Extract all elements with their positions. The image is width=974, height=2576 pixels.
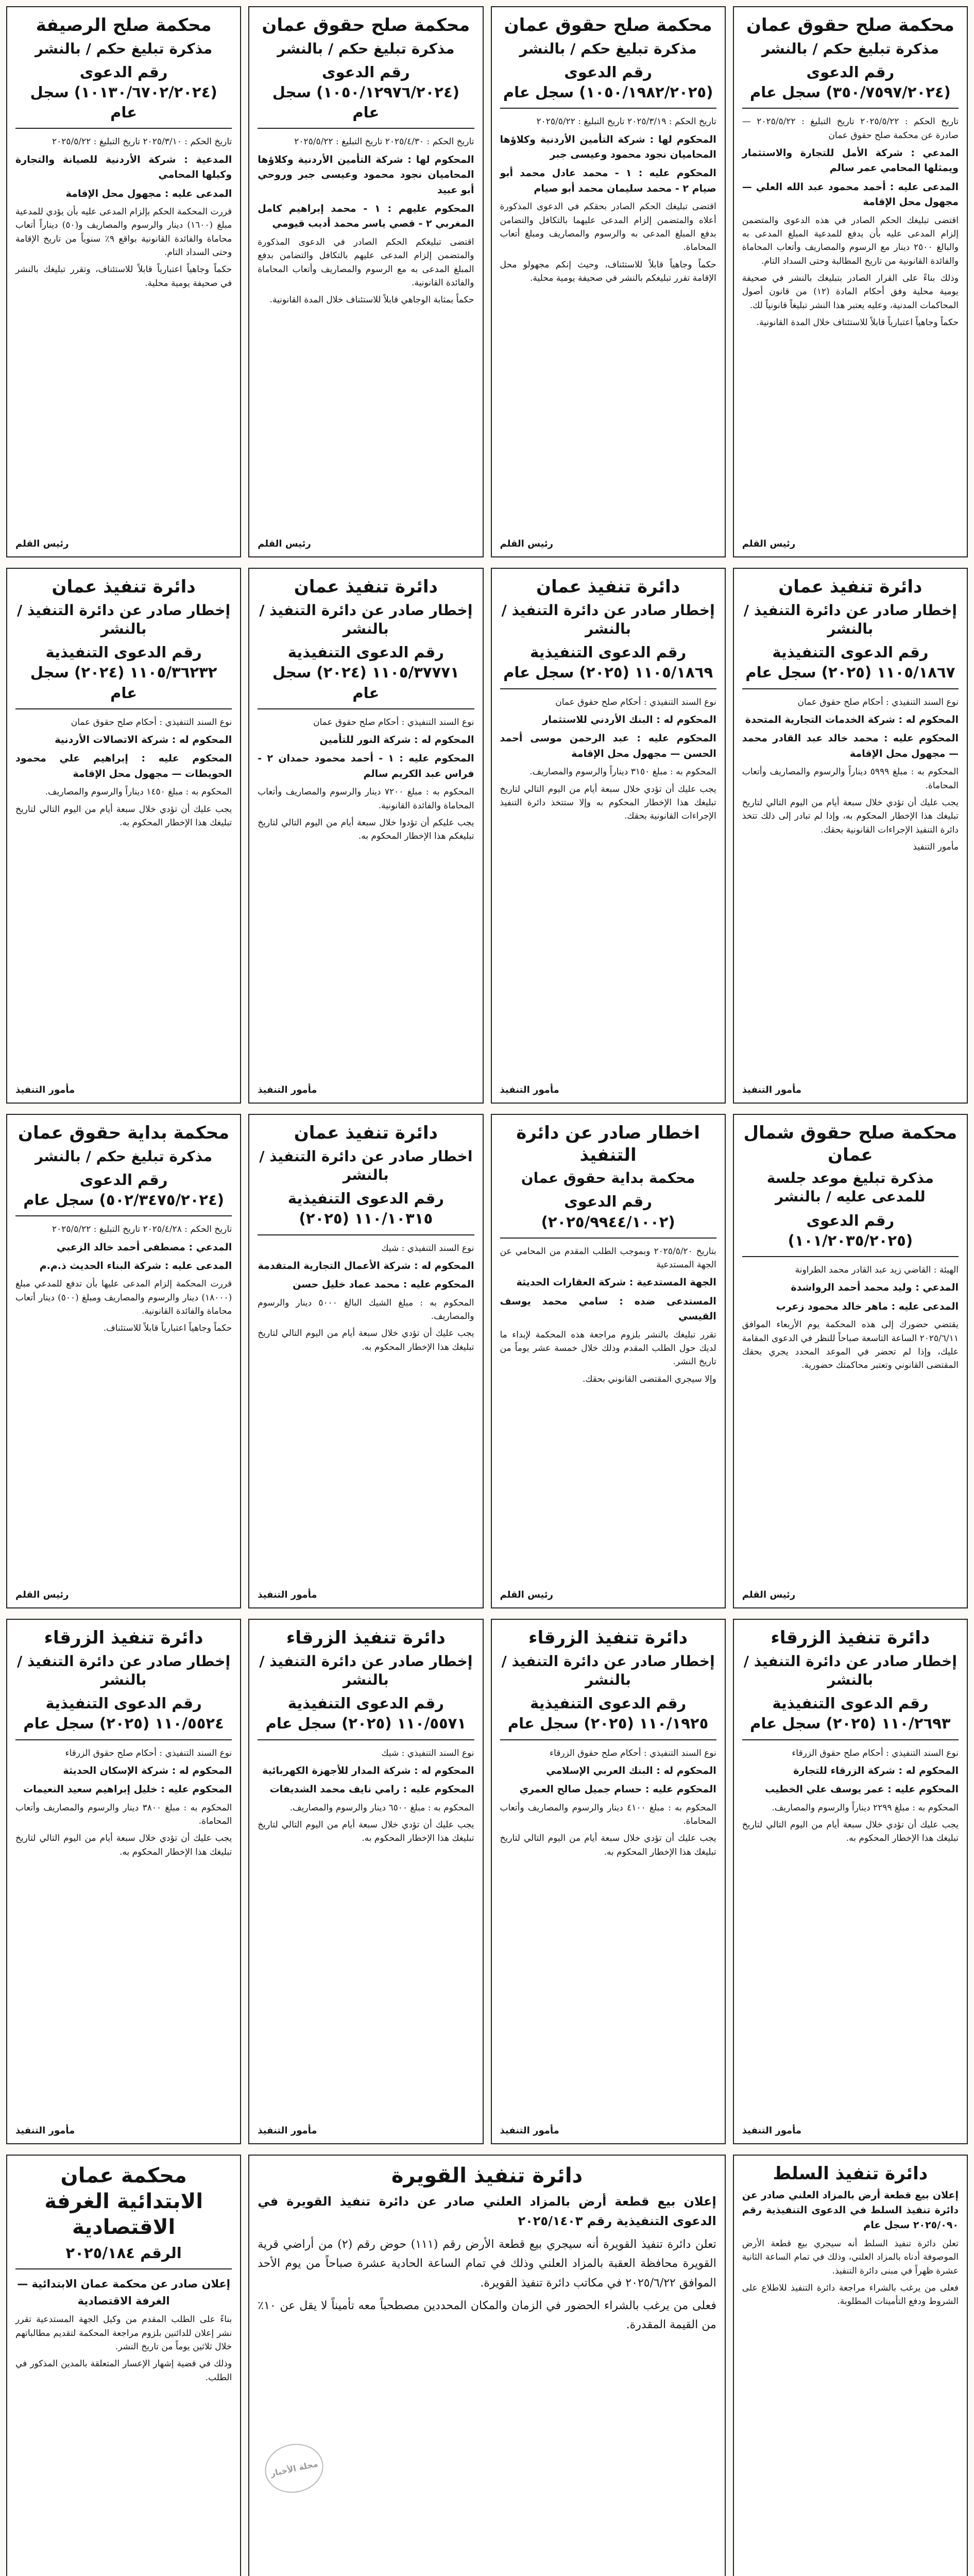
notice-paragraph: المدعية : شركة الأردنية للصيانة والتجارة وكيلها المحامي [15, 154, 232, 181]
notice-row4-2 [248, 1619, 483, 2144]
notice-subtitle: اخطار صادر عن دائرة التنفيذ / بالنشر [259, 1147, 473, 1183]
notice-paragraph: حكماً وجاهياً قابلاً للاستئناف، وحيث إنكم مجهولو محل الإقامة تقرر تبليغكم بالنشر في صحيفة يومية محلية. [500, 259, 716, 283]
notice-title: دائرة تنفيذ عمان [294, 577, 438, 597]
notice-subtitle: إخطار صادر عن دائرة التنفيذ / بالنشر [259, 601, 473, 637]
notice-subtitle: مذكرة تبليغ موعد جلسة للمدعى عليه / بالنشر [766, 1170, 934, 1206]
notice-body [258, 1747, 474, 1849]
notice-body [500, 1245, 716, 1389]
notice-body [258, 1242, 474, 1358]
notice-paragraph: تقرر تبليغك بالنشر بلزوم مراجعة هذه المحكمة لإبداء ما لديك حول الطلب المقدم وذلك خلال خمسة عشر يوماً من تاريخ النشر. [500, 1329, 716, 1367]
notice-subtitle: مذكرة تبليغ حكم / بالنشر [277, 40, 455, 57]
notice-title: محكمة صلح حقوق شمال عمان [743, 1123, 958, 1165]
notice-title: محكمة صلح حقوق عمان [262, 15, 470, 36]
notice-paragraph: نوع السند التنفيذي : أحكام صلح حقوق عمان [313, 717, 474, 727]
row-court-notices-1 [6, 6, 968, 557]
notice-case-number: رقم الدعوى التنفيذية ١١٠٥/١٨٦٩ (٢٠٢٥) سجل عام [500, 642, 716, 689]
notice-paragraph: المحكوم لها : شركة التأمين الأردنية وكلاؤها المحاميان نجود محمود وعيسى جبر وروحي أبو عبيد [258, 154, 474, 196]
notice-body [15, 1747, 232, 1863]
notice-paragraph: المحكوم به : مبلغ الشيك البالغ ٥٠٠٠ دينار والرسوم والمصاريف. [258, 1297, 474, 1322]
notice-subtitle: إخطار صادر عن دائرة التنفيذ / بالنشر [259, 1652, 473, 1688]
notice-paragraph: المحكوم له : شركة الأعمال التجارية المتقدمة [258, 1260, 474, 1272]
notice-paragraph: المحكوم له : شركة الخدمات التجارية المتحدة [745, 714, 959, 725]
notice-signature: مأمور التنفيذ [258, 1589, 317, 1600]
row-auction-notices [6, 2155, 968, 2576]
notice-signature: مأمور التنفيذ [15, 2125, 75, 2136]
notice-case-number: رقم الدعوى (١٠٥٠/١٢٩٧٦/٢٠٢٤) سجل عام [258, 62, 474, 129]
notice-body [15, 1223, 232, 1339]
notice-paragraph: المحكوم به : مبلغ ٦٥٠٠ دينار والرسوم والمصاريف. [289, 1802, 474, 1813]
notice-paragraph: نوع السند التنفيذي : أحكام صلح حقوق عمان [555, 697, 716, 707]
notice-paragraph: حكماً وجاهياً اعتبارياً قابلاً للاستئناف. [103, 1323, 232, 1334]
notice-signature: رئيس القلم [15, 538, 69, 549]
notice-subtitle: مذكرة تبليغ حكم / بالنشر [761, 40, 939, 57]
notice-paragraph: المدعى عليه : ماهر خالد محمود زعرب [776, 1300, 959, 1312]
notice-paragraph: المحكوم عليه : ١ - أحمد محمود حمدان ٢ - فراس عبد الكريم سالم [258, 753, 474, 779]
notice-quwayra-auction [248, 2155, 726, 2576]
notice-title: محكمة عمان الابتدائية الغرفة الاقتصادية [44, 2164, 203, 2239]
notice-body [742, 1747, 959, 1849]
notice-case-number: رقم الدعوى التنفيذية ١١٠٥/١٨٦٧ (٢٠٢٥) سجل عام [742, 642, 959, 689]
notice-paragraph: المحكوم عليه : محمد خالد عبد القادر محمد — مجهول محل الإقامة [742, 733, 959, 759]
notice-paragraph: المدعي : شركة الأمل للتجارة والاستثمار ويمثلها المحامي عمر سالم [742, 147, 959, 174]
notice-paragraph: المدعى عليه : أحمد محمود عبد الله العلي — مجهول محل الإقامة [742, 181, 959, 208]
notice-row4-0 [733, 1619, 968, 2144]
notice-title: اخطار صادر عن دائرة التنفيذ [516, 1123, 700, 1165]
notice-paragraph: تعلن دائرة تنفيذ القويرة أنه سيجري بيع قطعة الأرض رقم (١١١) حوض رقم (٢) من أراضي قرية القويرة محافظة العقبة بالمزاد العلني وذلك في تمام الساعة الحادية عشرة صباحاً من يوم الأحد الموافق ٢٠٢٥/٦/٢٢ في مكاتب دائرة تنفيذ القويرة. [258, 2238, 716, 2290]
row-execution-notices-2 [6, 1619, 968, 2144]
notice-subtitle: إخطار صادر عن دائرة التنفيذ / بالنشر [17, 601, 231, 637]
notice-paragraph: اقتضى تبليغكم الحكم الصادر في الدعوى المذكورة والمتضمن إلزام المدعى عليهم بالتكافل والتضامن بدفع المبلغ المدعى به مع الرسوم والمصاريف وأتعاب المحاماة والفائدة القانونية. [258, 236, 474, 288]
notice-row3-3 [6, 1114, 241, 1608]
notice-signature: مأمور التنفيذ [258, 1084, 317, 1095]
notice-paragraph: حكماً بمثابة الوجاهي قابلاً للاستئناف خلال المدة القانونية. [269, 295, 474, 306]
notice-paragraph: مأمور التنفيذ [913, 841, 959, 852]
notice-row1-0 [733, 6, 968, 557]
notice-paragraph: تاريخ الحكم : ٢٠٢٥/٥/٢٢ تاريخ التبليغ : ٢٠٢٥/٥/٢٢ — صادرة عن محكمة صلح حقوق عمان [742, 116, 959, 141]
notice-paragraph: نوع السند التنفيذي : أحكام صلح حقوق عمان [797, 697, 959, 707]
notice-row2-3 [6, 568, 241, 1104]
notice-paragraph: المحكوم عليهم : ١ - محمد إبراهيم كامل المغربي ٢ - قصي ياسر محمد أديب قيومي [258, 202, 474, 230]
notice-body [15, 135, 232, 294]
notice-paragraph: يجب عليك أن تؤدي خلال سبعة أيام من اليوم التالي لتاريخ تبليغك هذا الإخطار المحكوم به. [258, 1820, 474, 1844]
notice-paragraph: يجب عليك أن تؤدي خلال سبعة أيام من اليوم التالي لتاريخ تبليغك هذا الإخطار المحكوم به. [500, 1833, 716, 1857]
notice-paragraph: المحكوم عليه : محمد عماد خليل حسن [293, 1279, 474, 1291]
notice-body [500, 1747, 716, 1863]
notice-economic-chamber [6, 2155, 241, 2576]
row-court-notices-2 [6, 1114, 968, 1608]
notice-case-number: رقم الدعوى التنفيذية ١١٠/١٠٣١٥ (٢٠٢٥) [258, 1189, 474, 1235]
notice-paragraph: اقتضى تبليغك الحكم الصادر بحقكم في الدعوى المذكورة أعلاه والمتضمن إلزام المدعى عليهما بالتكافل والتضامن بدفع المبلغ المدعى به والرسوم والمصاريف ومبلغ أتعاب المحاماة. [500, 201, 716, 253]
notice-subtitle: مذكرة تبليغ حكم / بالنشر [35, 40, 213, 57]
newspaper-page [6, 6, 968, 2576]
notice-paragraph: يجب عليك أن تؤدي خلال سبعة أيام من اليوم التالي لتاريخ تبليغك هذا الإخطار المحكوم به وإلا ستتخذ دائرة التنفيذ الإجراءات القانونية بحقك. [500, 784, 716, 822]
watermark-stamp: مجلة الأخبار [261, 2438, 328, 2498]
notice-title: محكمة صلح حقوق عمان [504, 15, 712, 36]
notice-signature: رئيس القلم [15, 1589, 69, 1600]
notice-paragraph: تاريخ الحكم : ٢٠٢٥/٣/١٠ تاريخ التبليغ : ٢٠٢٥/٥/٢٢ [52, 137, 232, 147]
notice-body [742, 2188, 959, 2312]
notice-paragraph: تاريخ الحكم : ٢٠٢٥/٤/٣٠ تاريخ التبليغ : ٢٠٢٥/٥/٢٢ [294, 137, 474, 147]
notice-row4-3 [6, 1619, 241, 2144]
notice-subtitle: إخطار صادر عن دائرة التنفيذ / بالنشر [501, 1652, 715, 1688]
notice-paragraph: المحكوم عليه : رامي نايف محمد الشديفات [269, 1784, 474, 1795]
notice-paragraph: قررت المحكمة إلزام المدعى عليها بأن تدفع للمدعي مبلغ (١٨٠٠٠) دينار والرسوم والمصاريف ومبلغ (٥٠٠) دينار أتعاب محاماة والفائدة القانونية. [15, 1279, 232, 1317]
notice-paragraph: المحكوم له : شركة المدار للأجهزة الكهربائية [262, 1765, 474, 1776]
notice-body [742, 696, 959, 858]
notice-paragraph: المدعى عليه : مجهول محل الإقامة [65, 188, 232, 199]
notice-title: محكمة صلح الرصيفة [36, 15, 212, 36]
notice-paragraph: المحكوم له : شركة الاتصالات الأردنية [55, 734, 232, 746]
notice-paragraph: المحكوم به : مبلغ ٣٨٠٠ دينار والرسوم والمصاريف وأتعاب المحاماة. [15, 1802, 232, 1827]
notice-paragraph: يجب عليك أن تؤدي خلال سبعة أيام من اليوم التالي لتاريخ تبليغك هذا الإخطار المحكوم به. [258, 1328, 474, 1352]
notice-body [742, 1263, 959, 1376]
notice-row3-1 [491, 1114, 726, 1608]
notice-title: محكمة بداية حقوق عمان [18, 1123, 230, 1143]
notice-case-number: رقم الدعوى التنفيذية ١١٠٥/٣٦٢٣٢ (٢٠٢٤) سجل عام [15, 642, 232, 709]
notice-case-number: رقم الدعوى (١٠٥٠/١٩٨٢/٢٠٢٥) سجل عام [500, 62, 716, 109]
notice-salt-auction [733, 2155, 968, 2576]
notice-title: محكمة صلح حقوق عمان [746, 15, 954, 36]
notice-paragraph: المحكوم له : شركة الزرقاء للتجارة [793, 1765, 959, 1776]
notice-paragraph: المحكوم عليه : خليل إبراهيم سعيد النعيمات [23, 1784, 232, 1795]
notice-row1-2 [248, 6, 483, 557]
notice-paragraph: يجب عليك أن تؤدي خلال سبعة أيام من اليوم التالي لتاريخ تبليغك هذا الإخطار المحكوم به. [15, 804, 232, 828]
notice-paragraph: نوع السند التنفيذي : أحكام صلح حقوق الزرقاء [65, 1748, 232, 1758]
notice-row4-1 [491, 1619, 726, 2144]
notice-paragraph: المحكوم به : مبلغ ٧٢٠٠ دينار والرسوم والمصاريف وأتعاب المحاماة والفائدة القانونية. [258, 787, 474, 811]
notice-case-number: رقم الدعوى التنفيذية ١١٠٥/٣٧٧٧١ (٢٠٢٤) سجل عام [258, 642, 474, 709]
notice-paragraph: وذلك في قضية إشهار الإعسار المتعلقة بالمدين المذكور في الطلب. [15, 2359, 232, 2383]
notice-row1-3 [6, 6, 241, 557]
notice-signature: مأمور التنفيذ [258, 2125, 317, 2136]
notice-title: دائرة تنفيذ عمان [778, 577, 922, 597]
notice-paragraph: نوع السند التنفيذي : أحكام صلح حقوق الزرقاء [792, 1748, 959, 1758]
notice-paragraph: المحكوم به : مبلغ ٢٢٩٩ ديناراً والرسوم والمصاريف. [772, 1802, 959, 1813]
notice-paragraph: تعلن دائرة تنفيذ السلط أنه سيجري بيع قطعة الأرض الموصوفة أدناه بالمزاد العلني، وذلك في تمام الساعة الثانية عشرة ظهراً في مبنى دائرة التنفيذ. [742, 2238, 959, 2276]
notice-paragraph: إعلان صادر عن محكمة عمان الابتدائية — الغرفة الاقتصادية [17, 2278, 231, 2307]
notice-paragraph: إعلان بيع قطعة أرض بالمزاد العلني صادر عن دائرة تنفيذ السلط في الدعوى التنفيذية رقم ٢٠٢٥/٠٩٠ سجل عام [742, 2189, 959, 2231]
notice-title: دائرة تنفيذ الزرقاء [286, 1628, 446, 1648]
notice-paragraph: حكماً وجاهياً اعتبارياً قابلاً للاستئناف، وتقرر تبليغك بالنشر في صحيفة يومية محلية. [15, 264, 232, 289]
notice-paragraph: بتاريخ ٢٠٢٥/٥/٢٠ وبموجب الطلب المقدم من المحامي عن الجهة المستدعية [500, 1246, 716, 1270]
notice-body [742, 115, 959, 333]
notice-paragraph: يجب عليك أن تؤدي خلال سبعة أيام من اليوم التالي لتاريخ تبليغك هذا الإخطار المحكوم به. [742, 1820, 959, 1844]
notice-paragraph: المحكوم عليه : حسام جميل صالح العمري [519, 1784, 716, 1795]
notice-subtitle: إخطار صادر عن دائرة التنفيذ / بالنشر [17, 1652, 231, 1688]
notice-row3-2 [248, 1114, 483, 1608]
notice-paragraph: الجهة المستدعية : شركة العقارات الحديثة [516, 1277, 716, 1289]
notice-subtitle: إخطار صادر عن دائرة التنفيذ / بالنشر [743, 1652, 957, 1688]
notice-paragraph: المحكوم له : البنك العربي الإسلامي [546, 1765, 716, 1776]
notice-paragraph: نوع السند التنفيذي : أحكام صلح حقوق الزرقاء [550, 1748, 716, 1758]
notice-body [258, 2192, 716, 2338]
notice-subtitle: محكمة بداية حقوق عمان [521, 1170, 695, 1187]
notice-case-number: رقم الدعوى التنفيذية ١١٠/٥٥٧١ (٢٠٢٥) سجل عام [258, 1693, 474, 1740]
notice-paragraph: المحكوم به : مبلغ ٥٩٩٩ ديناراً والرسوم والمصاريف وأتعاب المحاماة. [742, 767, 959, 791]
notice-paragraph: المحكوم به : مبلغ ١٤٥٠ ديناراً والرسوم والمصاريف. [45, 787, 232, 798]
notice-case-number: رقم الدعوى (١٠١٣٠/٦٧٠٢/٢٠٢٤) سجل عام [15, 62, 232, 129]
notice-case-number: رقم الدعوى (٥٠٢/٣٤٧٥/٢٠٢٤) سجل عام [15, 1170, 232, 1216]
notice-signature: مأمور التنفيذ [500, 2125, 559, 2136]
notice-signature: رئيس القلم [500, 538, 554, 549]
notice-case-number: رقم الدعوى (٣٥٠/٧٥٩٧/٢٠٢٤) سجل عام [742, 62, 959, 109]
notice-paragraph: المحكوم به : مبلغ ٤١٠٠ دينار والرسوم والمصاريف وأتعاب المحاماة. [500, 1802, 716, 1827]
notice-case-number: رقم الدعوى التنفيذية ١١٠/٥٥٢٤ (٢٠٢٥) سجل عام [15, 1693, 232, 1740]
notice-paragraph: يجب عليك أن تؤدي خلال سبعة أيام من اليوم التالي لتاريخ تبليغك هذا الإخطار المحكوم به، وإذا لم تبادر إلى ذلك تتخذ دائرة التنفيذ الإجراءات القانونية بحقك. [742, 797, 959, 835]
notice-subtitle: مذكرة تبليغ حكم / بالنشر [35, 1147, 213, 1165]
notice-paragraph: يجب عليكم أن تؤدوا خلال سبعة أيام من اليوم التالي لتاريخ تبليغكم هذا الإخطار المحكوم به. [258, 818, 474, 842]
notice-paragraph: المحكوم عليه : ١ - محمد عادل محمد أبو صيام ٢ - محمد سليمان محمد أبو صيام [500, 167, 716, 194]
notice-body [500, 115, 716, 289]
notice-row3-0 [733, 1114, 968, 1608]
notice-paragraph: المحكوم عليه : عمر يوسف علي الخطيب [765, 1784, 959, 1795]
notice-title: دائرة تنفيذ الزرقاء [44, 1628, 203, 1648]
notice-title: دائرة تنفيذ عمان [536, 577, 680, 597]
notice-paragraph: وإلا سيجري المقتضى القانوني بحقك. [582, 1374, 716, 1384]
notice-paragraph: نوع السند التنفيذي : أحكام صلح حقوق عمان [71, 717, 232, 727]
notice-row1-1 [491, 6, 726, 557]
notice-signature: مأمور التنفيذ [742, 2125, 802, 2136]
notice-signature: مأمور التنفيذ [500, 1084, 559, 1095]
notice-row2-1 [491, 568, 726, 1104]
notice-paragraph: المحكوم له : البنك الأردني للاستثمار [542, 714, 716, 725]
notice-body [500, 696, 716, 827]
notice-signature: مأمور التنفيذ [742, 1084, 802, 1095]
notice-case-number: الرقم ٢٠٢٥/١٨٤ [15, 2243, 232, 2269]
notice-body [258, 135, 474, 310]
notice-title: دائرة تنفيذ السلط [773, 2163, 928, 2184]
notice-paragraph: يجب عليك أن تؤدي خلال سبعة أيام من اليوم التالي لتاريخ تبليغك هذا الإخطار المحكوم به. [15, 1833, 232, 1857]
notice-subtitle: مذكرة تبليغ حكم / بالنشر [519, 40, 697, 57]
notice-title: دائرة تنفيذ الزرقاء [528, 1628, 688, 1648]
notice-signature: رئيس القلم [258, 538, 311, 549]
notice-paragraph: إعلان بيع قطعة أرض بالمزاد العلني صادر عن دائرة تنفيذ القويرة في الدعوى التنفيذية رقم ٢٠٢٥/١٤٠٣ [258, 2194, 716, 2229]
notice-signature: رئيس القلم [742, 538, 796, 549]
notice-subtitle: إخطار صادر عن دائرة التنفيذ / بالنشر [501, 601, 715, 637]
notice-body [15, 716, 232, 834]
notice-paragraph: نوع السند التنفيذي : شيك [381, 1748, 474, 1758]
notice-paragraph: تاريخ الحكم : ٢٠٢٥/٤/٢٨ تاريخ التبليغ : ٢٠٢٥/٥/٢٢ [52, 1224, 232, 1235]
notice-paragraph: المحكوم له : شركة النور للتأمين [319, 734, 474, 746]
notice-paragraph: المدعي : وليد محمد أحمد الرواشدة [791, 1282, 959, 1294]
notice-paragraph: وذلك بناءً على القرار الصادر بتبليغك بالنشر في صحيفة يومية محلية وفق أحكام المادة (١٢) من قانون أصول المحاكمات المدنية، وعليه يعتبر هذا النشر تبليغاً قانونياً لك. [742, 273, 959, 311]
notice-paragraph: المحكوم لها : شركة التأمين الأردنية وكلاؤها المحاميان نجود محمود وعيسى جبر [500, 133, 716, 160]
notice-paragraph: المحكوم عليه : عبد الرحمن موسى أحمد الحسن — مجهول محل الإقامة [500, 733, 716, 759]
notice-body [15, 2276, 232, 2388]
notice-paragraph: المحكوم به : مبلغ ٣١٥٠ ديناراً والرسوم والمصاريف. [529, 767, 716, 777]
notice-body [258, 716, 474, 847]
notice-title: دائرة تنفيذ الزرقاء [771, 1628, 930, 1648]
notice-paragraph: المحكوم عليه : إبراهيم علي محمود الحويطات — مجهول محل الإقامة [15, 753, 232, 779]
notice-paragraph: المدعي : مصطفى أحمد خالد الزعبي [56, 1241, 232, 1253]
notice-subtitle: إخطار صادر عن دائرة التنفيذ / بالنشر [743, 601, 957, 637]
notice-title: دائرة تنفيذ القويرة [391, 2164, 583, 2188]
notice-paragraph: اقتضى تبليغك الحكم الصادر في هذه الدعوى والمتضمن إلزام المدعى عليه بأن يدفع للمدعية المبلغ المدعى به والبالغ ٢٥٠٠ دينار مع الرسوم والمصاريف وأتعاب المحاماة والفائدة القانونية من تاريخ المطالبة وحتى السداد التام. [742, 215, 959, 266]
notice-paragraph: يقتضي حضورك إلى هذه المحكمة يوم الأربعاء الموافق ٢٠٢٥/٦/١١ الساعة التاسعة صباحاً للنظر في الدعوى المقامة عليك، وإذا لم تحضر في الموعد المحدد يجري بحقك المقتضى القانوني وتعتبر محاكمتك حضورية. [742, 1319, 959, 1371]
notice-signature: رئيس القلم [742, 1589, 796, 1600]
notice-paragraph: فعلى من يرغب بالشراء مراجعة دائرة التنفيذ للاطلاع على الشروط ودفع التأمينات المطلوبة. [742, 2282, 959, 2307]
notice-paragraph: المدعى عليه : شركة البناء الحديث ذ.م.م [39, 1260, 232, 1272]
notice-paragraph: بناءً على الطلب المقدم من وكيل الجهة المستدعية تقرر نشر إعلان للدائنين بلزوم مراجعة المحكمة لتقديم مطالباتهم خلال ثلاثين يوماً من تاريخ النشر. [15, 2314, 232, 2352]
notice-title: دائرة تنفيذ عمان [294, 1123, 438, 1143]
notice-paragraph: تاريخ الحكم : ٢٠٢٥/٣/١٩ تاريخ التبليغ : ٢٠٢٥/٥/٢٢ [536, 116, 716, 127]
notice-paragraph: فعلى من يرغب بالشراء الحضور في الزمان والمكان المحددين مصطحباً معه تأميناً لا يقل عن ١٠٪ من القيمة المقدرة. [258, 2299, 716, 2332]
notice-signature: مأمور التنفيذ [15, 1084, 75, 1095]
notice-paragraph: المستدعى ضده : سامي محمد يوسف القيسي [500, 1295, 716, 1323]
notice-paragraph: قررت المحكمة الحكم بإلزام المدعى عليه بأن يؤدي للمدعية مبلغ (١٦٠٠) دينار والرسوم والمصاريف و(٥٠) ديناراً أتعاب محاماة والفائدة القانونية بواقع ٩٪ سنوياً من تاريخ الإقامة وحتى السداد التام. [15, 206, 232, 258]
notice-title: دائرة تنفيذ عمان [52, 577, 196, 597]
notice-case-number: رقم الدعوى التنفيذية ١١٠/١٩٢٥ (٢٠٢٥) سجل عام [500, 1693, 716, 1740]
notice-paragraph: نوع السند التنفيذي : شيك [381, 1243, 474, 1253]
notice-row2-0 [733, 568, 968, 1104]
notice-paragraph: حكماً وجاهياً اعتبارياً قابلاً للاستئناف خلال المدة القانونية. [756, 317, 959, 328]
row-execution-notices-1 [6, 568, 968, 1104]
notice-paragraph: المحكوم له : شركة الإسكان الحديثة [63, 1765, 232, 1776]
notice-signature: رئيس القلم [500, 1589, 554, 1600]
notice-case-number: رقم الدعوى التنفيذية ١١٠/٢٦٩٣ (٢٠٢٥) سجل عام [742, 1693, 959, 1740]
notice-case-number: رقم الدعوى (١٠١/٢٠٣٥/٢٠٢٥) [742, 1211, 959, 1257]
notice-paragraph: الهيئة : القاضي زيد عبد القادر محمد الطراونة [795, 1265, 959, 1276]
notice-row2-2 [248, 568, 483, 1104]
notice-case-number: رقم الدعوى (٢٠٢٥/٩٩٤٤/١٠٠٢) [500, 1192, 716, 1238]
